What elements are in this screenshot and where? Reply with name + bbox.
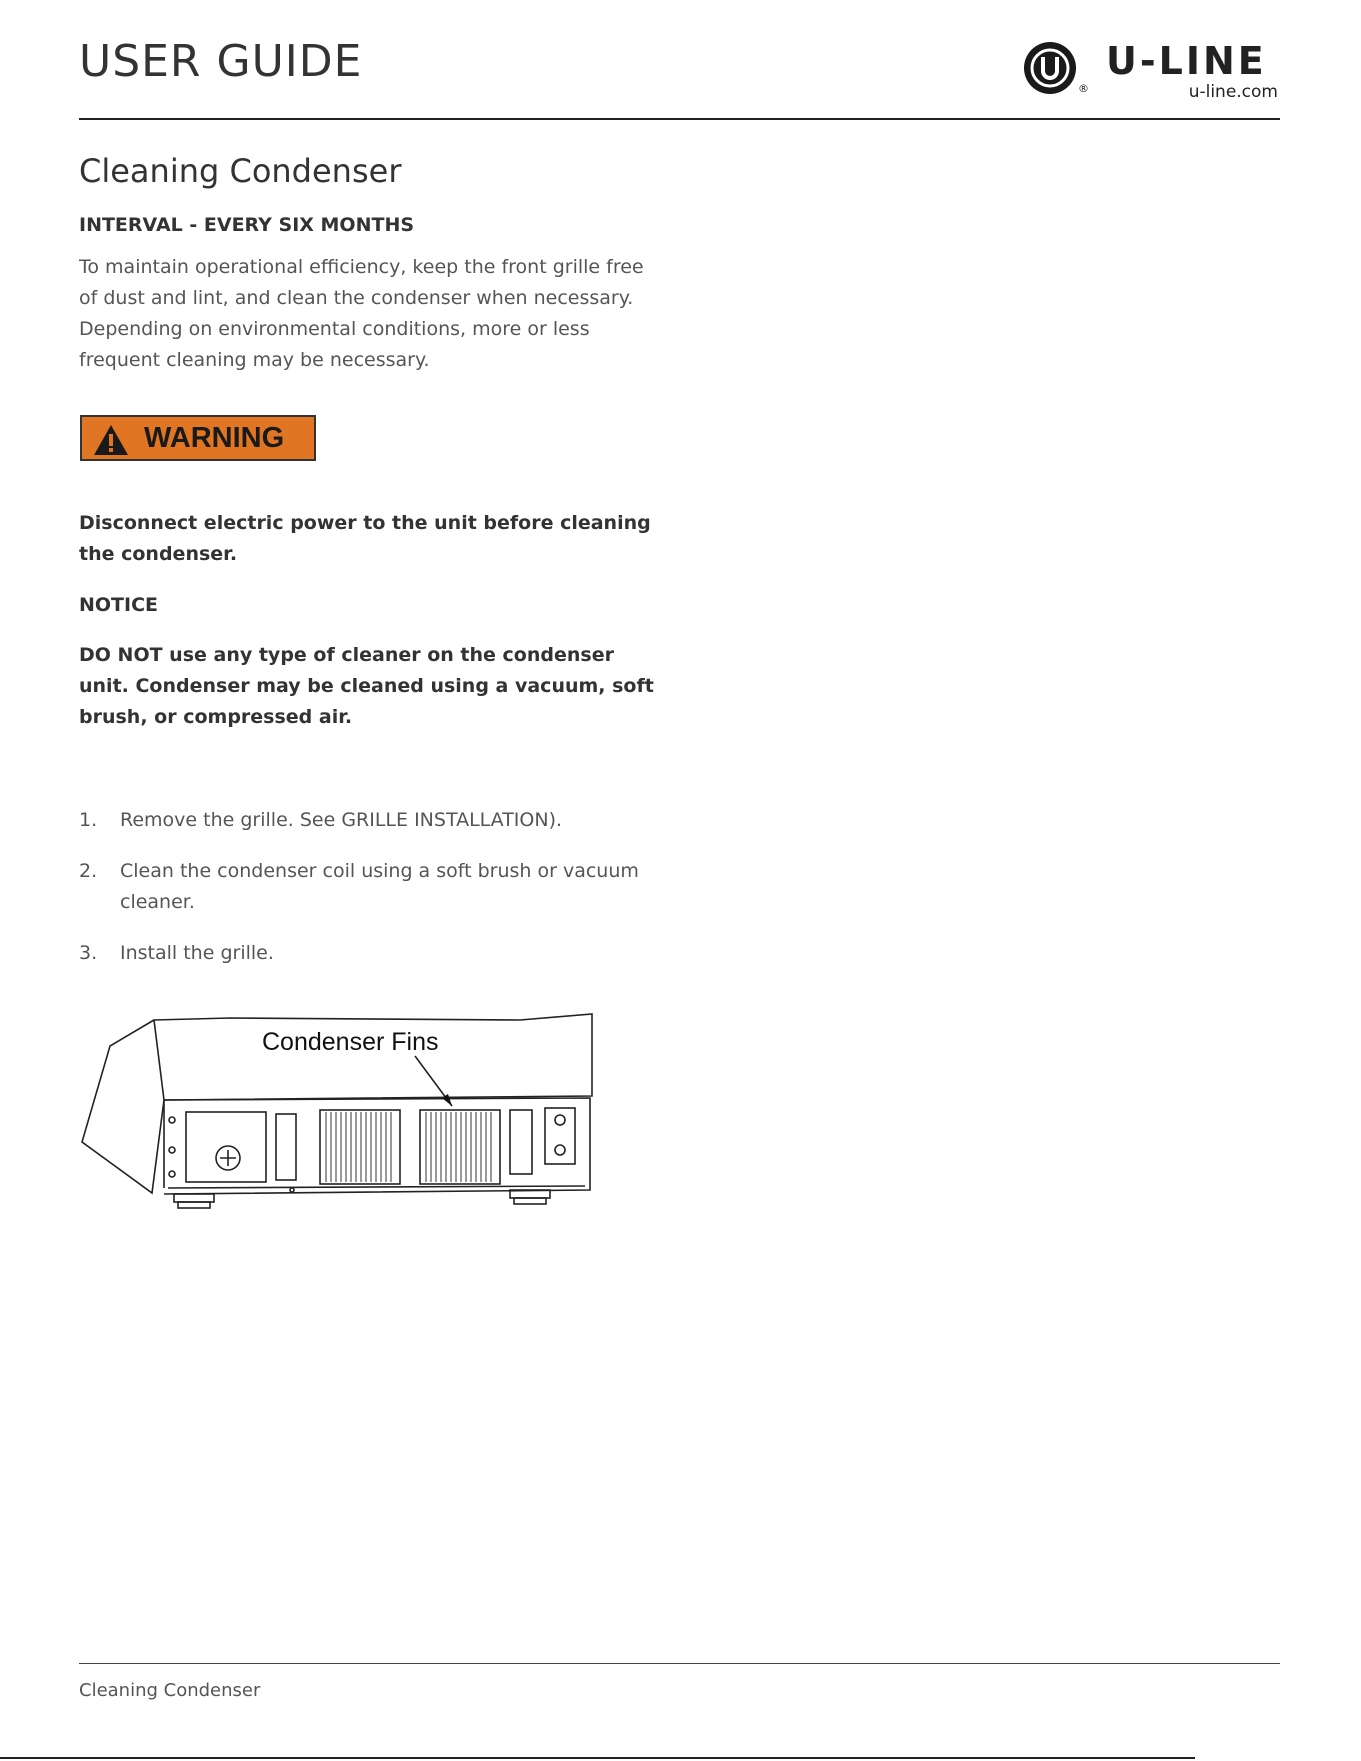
- list-item: [79, 938, 659, 969]
- warning-triangle-icon: [93, 424, 129, 456]
- notice-heading: NOTICE: [79, 594, 159, 616]
- notice-text: DO NOT use any type of cleaner on the condenser unit. Condenser may be cleaned using a vacuum, soft brush, or compressed air.: [79, 644, 654, 728]
- step-number: 1.: [79, 809, 98, 831]
- interval-heading: INTERVAL - EVERY SIX MONTHS: [79, 214, 415, 236]
- list-item: [79, 856, 659, 918]
- footer-divider: [79, 1663, 1280, 1664]
- list-item: [79, 805, 659, 836]
- figure-label: Condenser Fins: [262, 1028, 439, 1056]
- intro-paragraph: To maintain operational efficiency, keep the front grille free of dust and lint, and clean the condenser when necessary. Depending on environmental conditions, more or less frequent cleaning may be necessary.: [79, 256, 644, 371]
- header-divider: [79, 118, 1280, 120]
- page-header-title: USER GUIDE: [79, 36, 363, 87]
- website-url: u-line.com: [1188, 82, 1278, 102]
- u-line-logo: [1022, 38, 1282, 100]
- steps-list: [79, 805, 659, 989]
- section-title: Cleaning Condenser: [79, 152, 402, 190]
- step-number: 2.: [79, 860, 98, 882]
- page-edge-rule: [0, 1757, 1195, 1759]
- page-footer: Cleaning Condenser: [79, 1680, 261, 1701]
- registered-mark: ®: [1078, 82, 1089, 95]
- warning-label: WARNING: [144, 422, 285, 454]
- warning-text: Disconnect electric power to the unit before cleaning the condenser.: [79, 512, 651, 565]
- u-line-logo-mark-icon: [1022, 40, 1078, 96]
- step-text: Clean the condenser coil using a soft brush or vacuum cleaner.: [120, 860, 639, 913]
- u-line-wordmark: U-LINE: [1106, 39, 1267, 83]
- condenser-illustration: [80, 1010, 600, 1215]
- warning-badge: [80, 415, 316, 461]
- step-number: 3.: [79, 942, 98, 964]
- step-text: Install the grille.: [120, 942, 274, 964]
- step-text: Remove the grille. See GRILLE INSTALLATION).: [120, 809, 563, 831]
